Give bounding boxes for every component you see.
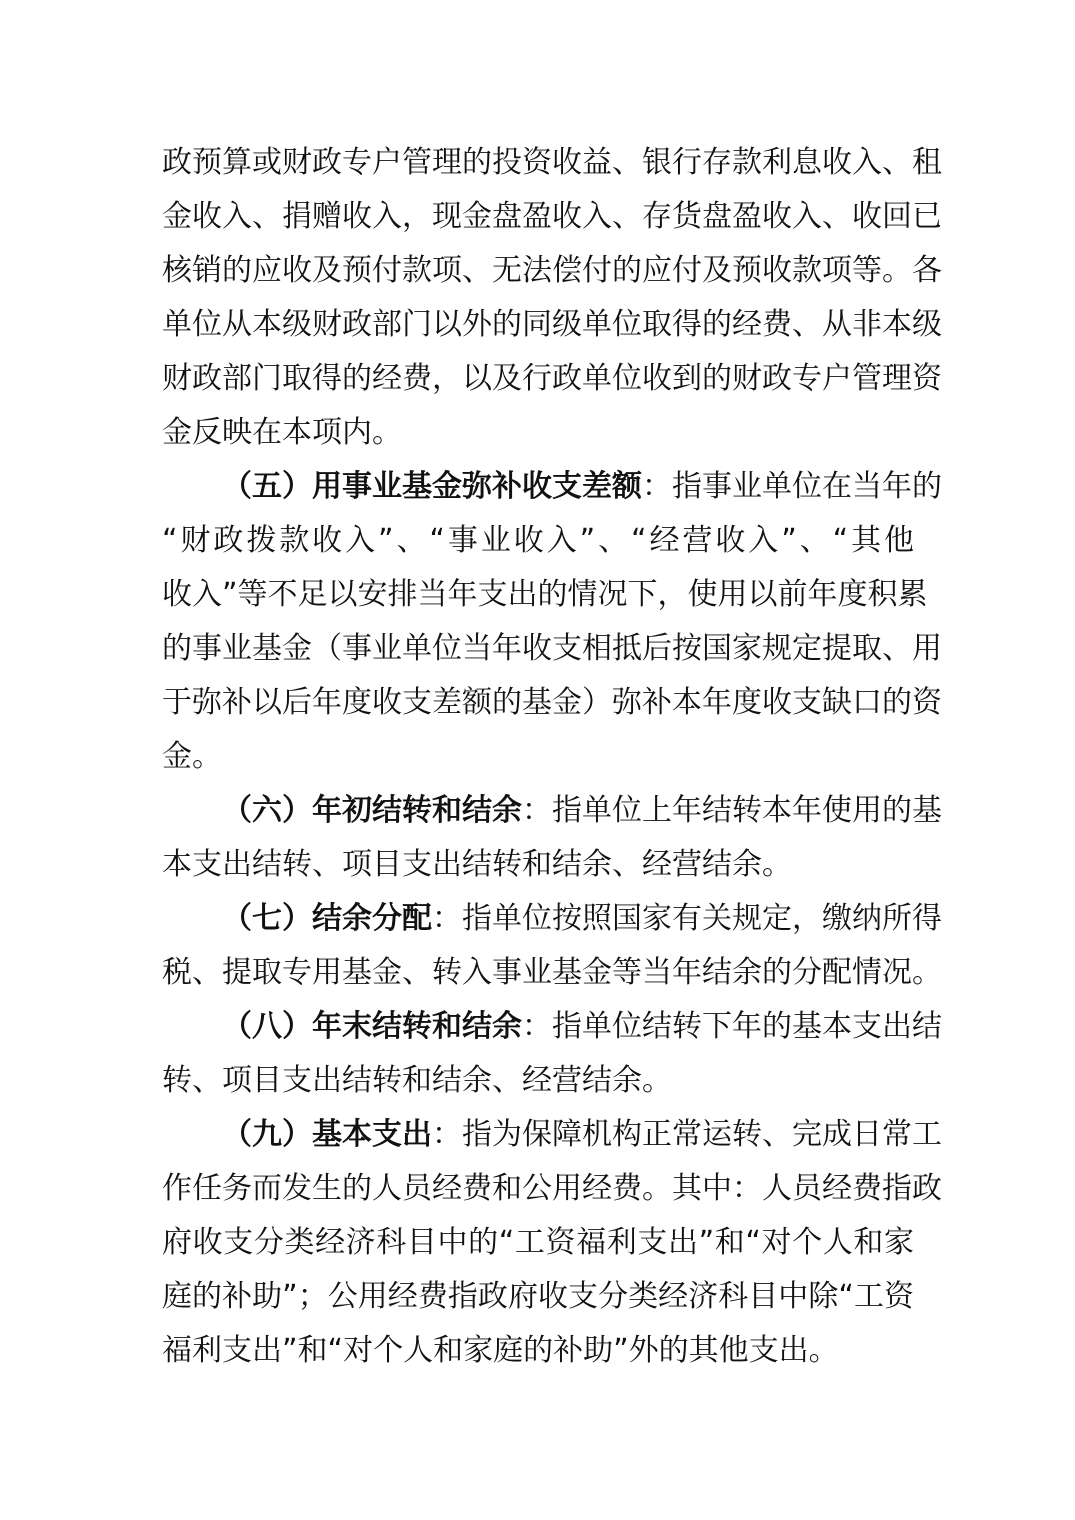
- text-line: 核销的应收及预付款项、无法偿付的应付及预收款项等。各: [162, 253, 942, 288]
- item-heading: （六）年初结转和结余: [222, 793, 522, 828]
- item-text: ：指为保障机构正常运转、完成日常工: [432, 1117, 942, 1152]
- paragraph-continuation: [162, 136, 942, 460]
- text-line: 庭的补助”；公用经费指政府收支分类经济科目中除“工资: [162, 1279, 914, 1314]
- item-text: ：指事业单位在当年的: [642, 469, 942, 504]
- paragraph-item-9: [162, 1108, 942, 1378]
- paragraph-item-5: [162, 460, 942, 784]
- item-text: ：指单位按照国家有关规定，缴纳所得: [432, 901, 942, 936]
- text-line: 府收支分类经济科目中的“工资福利支出”和“对个人和家: [162, 1225, 914, 1260]
- item-text: ：指单位结转下年的基本支出结: [522, 1009, 942, 1044]
- text-line: 政预算或财政专户管理的投资收益、银行存款利息收入、租: [162, 145, 942, 180]
- text-line: 于弥补以后年度收支差额的基金）弥补本年度收支缺口的资: [162, 685, 942, 720]
- text-line: 税、提取专用基金、转入事业基金等当年结余的分配情况。: [162, 955, 942, 990]
- text-line: [162, 1108, 942, 1162]
- text-line: [162, 892, 942, 946]
- text-line: 福利支出”和“对个人和家庭的补助”外的其他支出。: [162, 1333, 839, 1368]
- item-heading: （九）基本支出: [222, 1117, 432, 1152]
- item-heading: （五）用事业基金弥补收支差额: [222, 469, 642, 504]
- document-body: [162, 136, 942, 1378]
- text-line: “财政拨款收入”、“事业收入”、“经营收入”、“其他: [162, 523, 914, 558]
- paragraph-item-7: [162, 892, 942, 1000]
- item-heading: （七）结余分配: [222, 901, 432, 936]
- text-line: [162, 460, 942, 514]
- item-text: ：指单位上年结转本年使用的基: [522, 793, 942, 828]
- paragraph-item-6: [162, 784, 942, 892]
- text-line: 的事业基金（事业单位当年收支相抵后按国家规定提取、用: [162, 631, 942, 666]
- text-line: [162, 784, 942, 838]
- text-line: 转、项目支出结转和结余、经营结余。: [162, 1063, 672, 1098]
- text-line: 财政部门取得的经费，以及行政单位收到的财政专户管理资: [162, 361, 942, 396]
- text-line: 作任务而发生的人员经费和公用经费。其中：人员经费指政: [162, 1171, 942, 1206]
- text-line: 单位从本级财政部门以外的同级单位取得的经费、从非本级: [162, 307, 942, 342]
- item-heading: （八）年末结转和结余: [222, 1009, 522, 1044]
- text-line: 金反映在本项内。: [162, 415, 402, 450]
- text-line: [162, 1000, 942, 1054]
- text-line: 金收入、捐赠收入，现金盘盈收入、存货盘盈收入、收回已: [162, 199, 942, 234]
- paragraph-item-8: [162, 1000, 942, 1108]
- text-line: 收入”等不足以安排当年支出的情况下，使用以前年度积累: [162, 577, 928, 612]
- text-line: 金。: [162, 739, 222, 774]
- text-line: 本支出结转、项目支出结转和结余、经营结余。: [162, 847, 792, 882]
